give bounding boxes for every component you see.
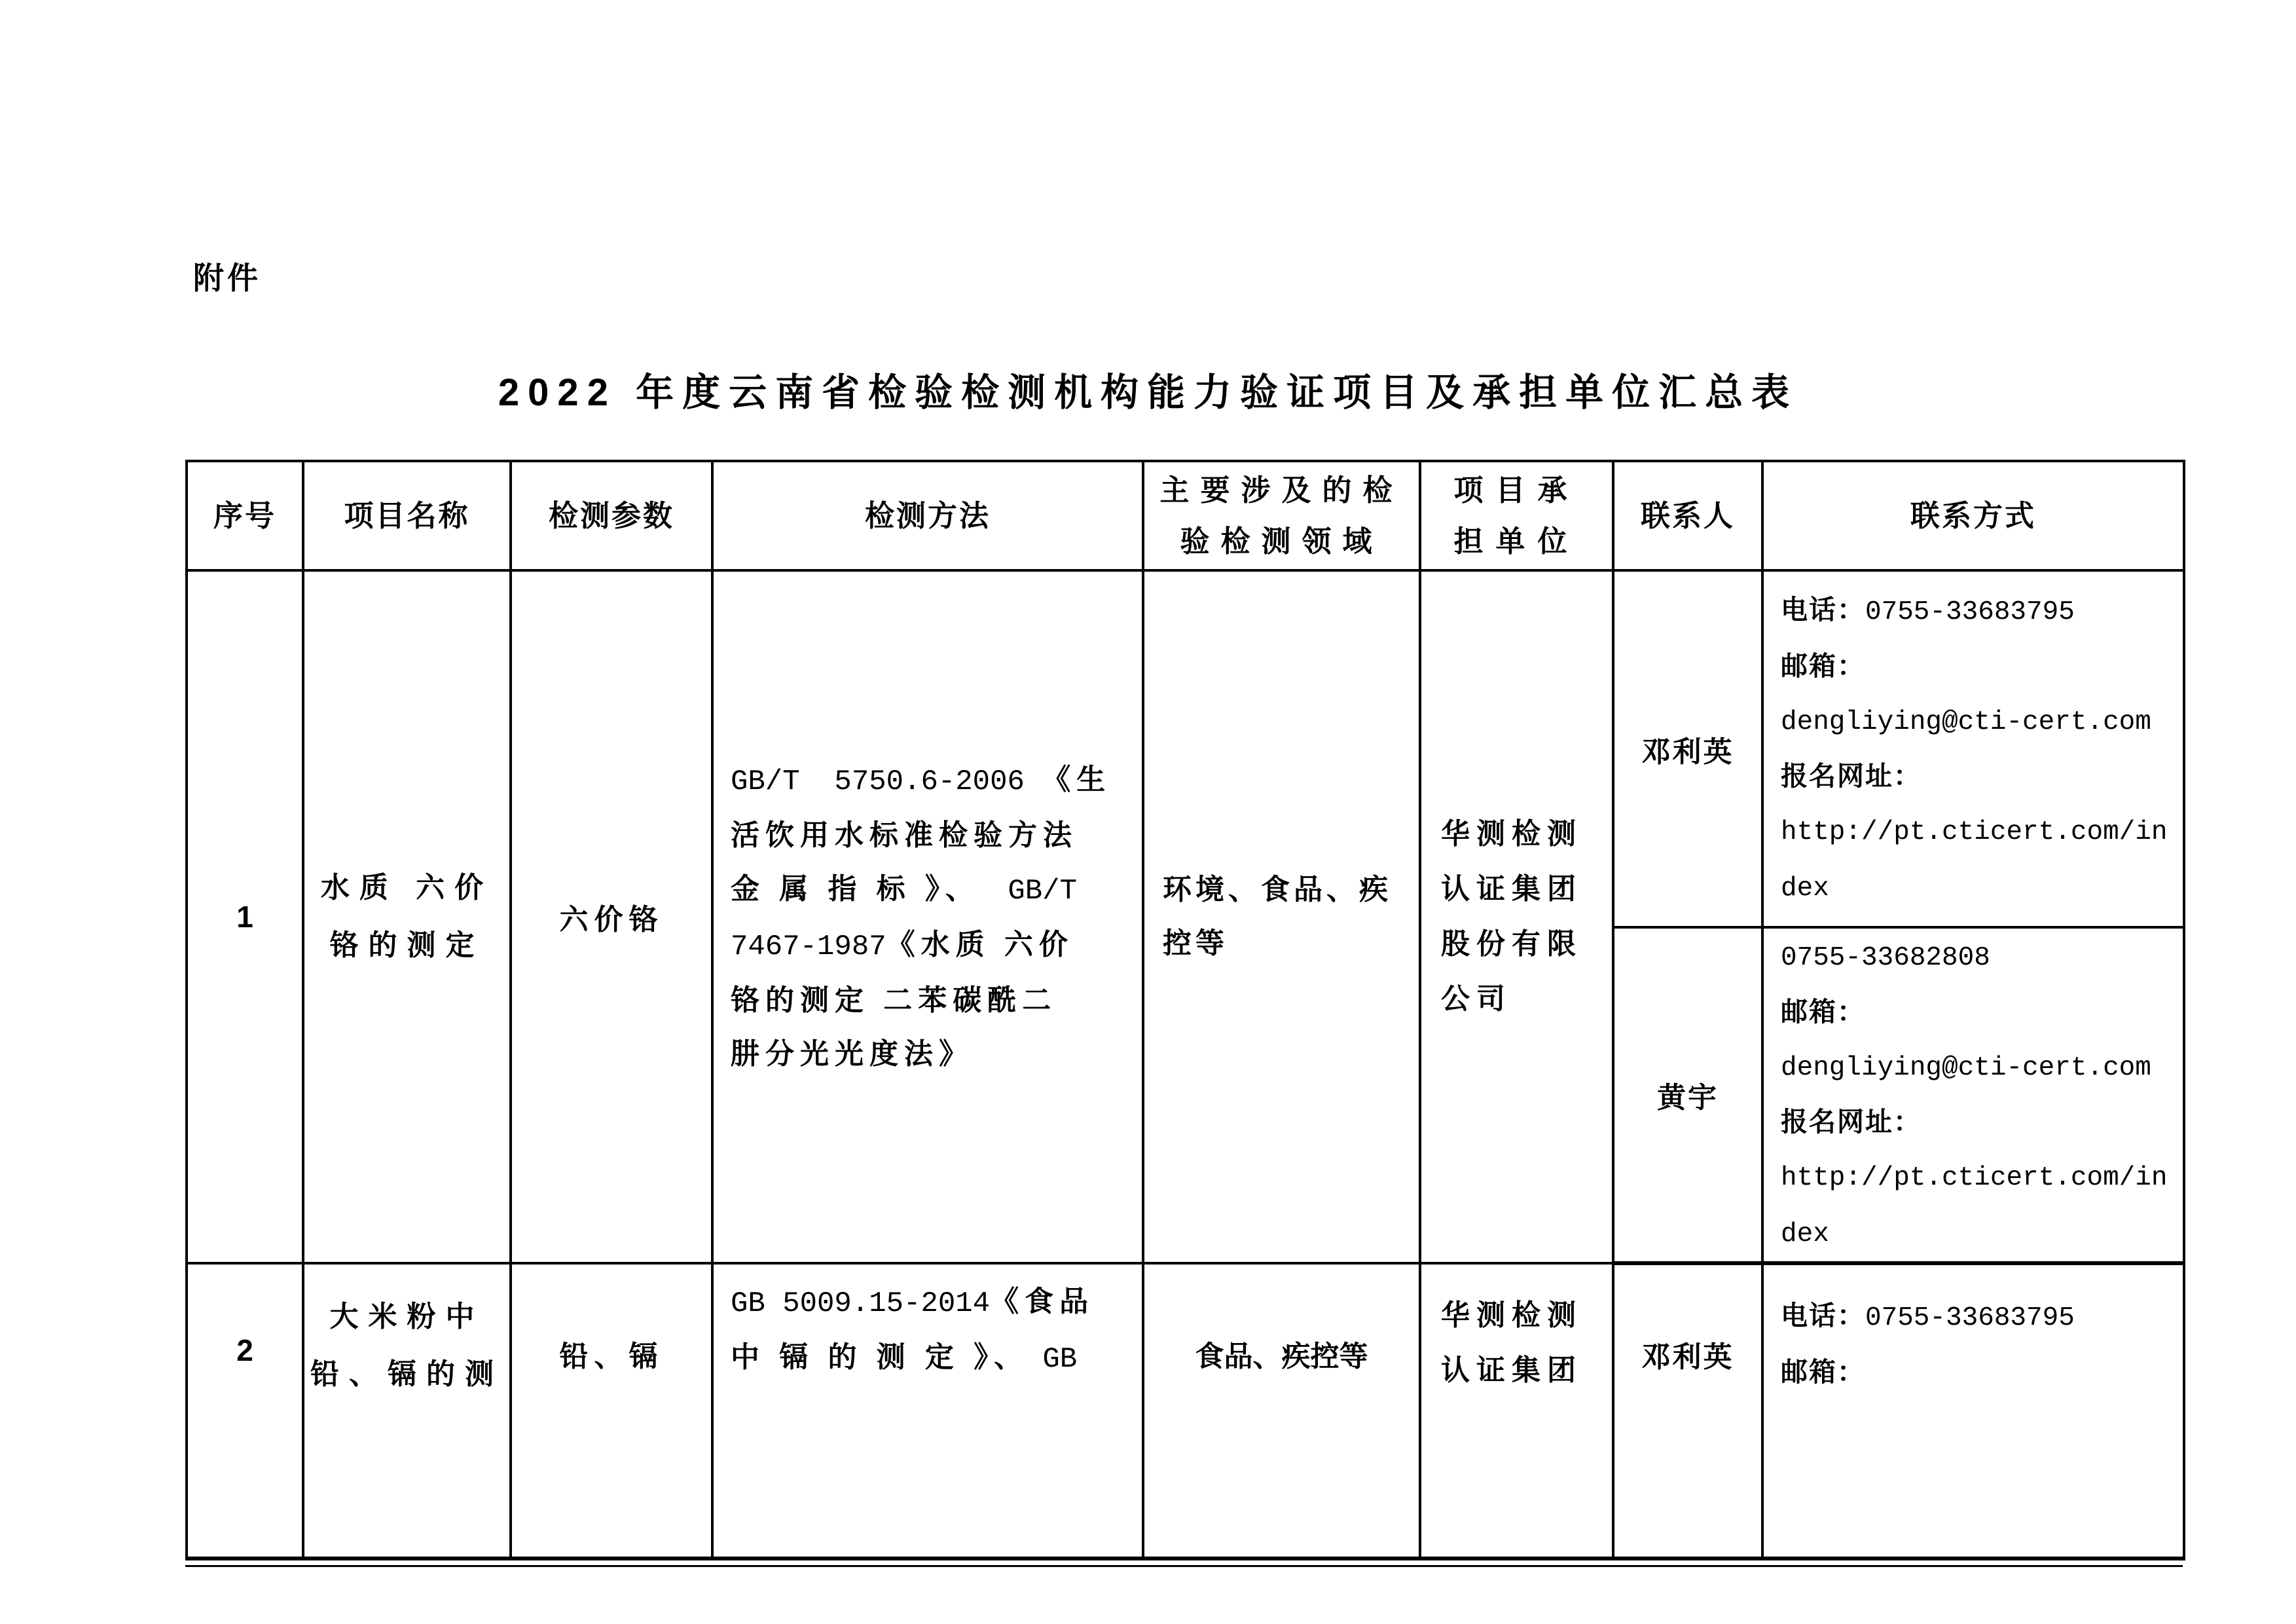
- cell-contact-info: 0755-33682808 邮箱： dengliying@cti-cert.com 报名网址： http://pt.cticert.com/in dex: [1762, 927, 2184, 1263]
- cell-method: GB/T 5750.6-2006 《生 活饮用水标准检验方法 金 属 指 标 》、 GB/T 7467-1987《水质 六价 铬的测定 二苯碳酰二 肼分光光度法》: [712, 570, 1143, 1263]
- cell-parameter: 六价铬: [511, 570, 712, 1263]
- cell-method: GB 5009.15-2014《食品 中 镉 的 测 定 》、 GB: [712, 1263, 1143, 1559]
- table-row-2: [187, 1263, 2184, 1559]
- cell-field: 环境、食品、疾 控等: [1143, 570, 1420, 1263]
- cell-organization: 华测检测 认证集团 股份有限 公司: [1420, 570, 1613, 1263]
- cell-contact-name: 邓利英: [1613, 1263, 1762, 1559]
- page-title: 2022 年度云南省检验检测机构能力验证项目及承担单位汇总表: [498, 371, 1798, 414]
- column-header-field: 主要涉及的检 验检测领域: [1143, 461, 1420, 570]
- column-header-contact-info: 联系方式: [1762, 461, 2184, 570]
- cell-contact-info: 电话：0755-33683795 邮箱： dengliying@cti-cert.com 报名网址： http://pt.cticert.com/in dex: [1762, 570, 2184, 927]
- cell-project-name: 大米粉中 铅、镉的测: [303, 1263, 511, 1559]
- cell-parameter: 铅、镉: [511, 1263, 712, 1559]
- column-header-contact-name: 联系人: [1613, 461, 1762, 570]
- cell-field: 食品、疾控等: [1143, 1263, 1420, 1559]
- cell-seq: 2: [187, 1263, 303, 1559]
- cell-seq: 1: [187, 570, 303, 1263]
- cell-contact-name: 黄宇: [1613, 927, 1762, 1263]
- cell-project-name: 水质 六价 铬的测定: [303, 570, 511, 1263]
- column-header-method: 检测方法: [712, 461, 1143, 570]
- cell-contact-info: 电话：0755-33683795 邮箱：: [1762, 1263, 2184, 1559]
- cell-organization: 华测检测 认证集团: [1420, 1263, 1613, 1559]
- attachment-label: 附件: [193, 261, 261, 295]
- table-row-1: [187, 570, 2184, 927]
- summary-table: [185, 460, 2185, 1560]
- column-header-project: 项目名称: [303, 461, 511, 570]
- column-header-organization: 项目承 担单位: [1420, 461, 1613, 570]
- column-header-seq: 序号: [187, 461, 303, 570]
- page-break-line: [185, 1565, 2183, 1567]
- column-header-parameter: 检测参数: [511, 461, 712, 570]
- table-header-row: [187, 461, 2184, 570]
- cell-contact-name: 邓利英: [1613, 570, 1762, 927]
